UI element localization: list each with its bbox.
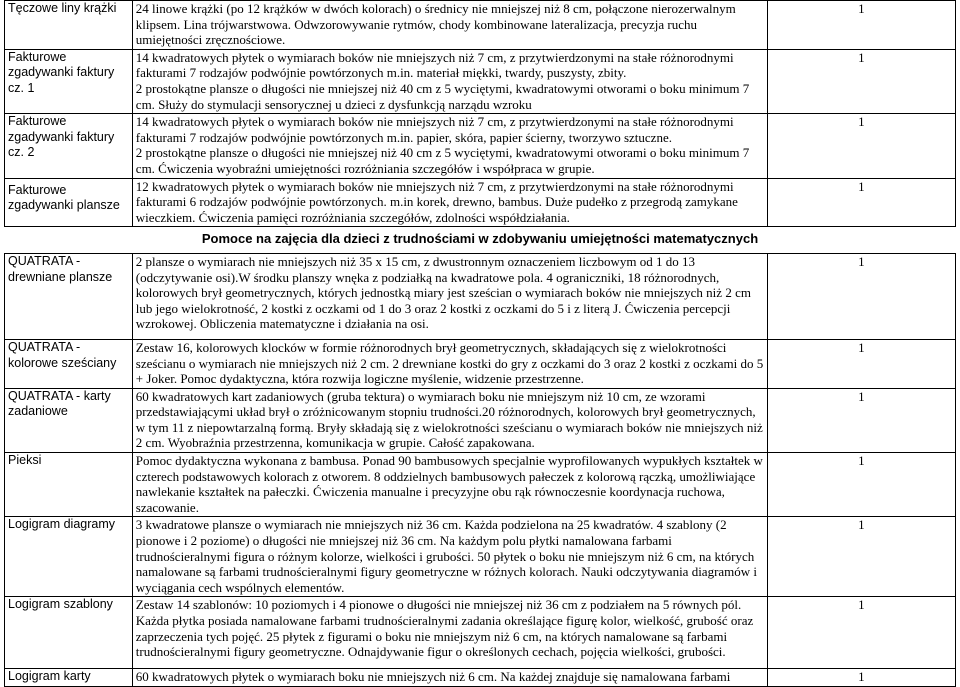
item-name: Fakturowe zgadywanki faktury cz. 1: [5, 49, 133, 113]
item-description: 60 kwadratowych płytek o wymiarach boku nie mniejszych niż 6 cm. Na każdej znajduje się namalowana farbami: [132, 669, 767, 687]
item-name: Fakturowe zgadywanki plansze: [5, 178, 133, 227]
item-quantity: 1: [767, 339, 955, 388]
item-name: Tęczowe liny krążki: [5, 1, 133, 50]
item-description: 2 plansze o wymiarach nie mniejszych niż 35 x 15 cm, z dwustronnym oznaczeniem liczbowym od 1 do 13 (odczytywanie osi).W środku planszy wnęka z podziałką na kwadratowe pola. 4 ograniczniki, 18 różnorodnych, kolorowych brył geometrycznych, których jednostką miary jest sześcian o wymiarach boków nie mniejszych niż 2 cm lub jego wielokrotność, 2 kostki z oczkami od 1 do 3 oraz 2 kostki z oczkami do 5 i z literą J. Ćwiczenia percepcji wzrokowej. Obliczenia matematyczne i działania na osi.: [132, 253, 767, 339]
item-description: Zestaw 14 szablonów: 10 poziomych i 4 pionowe o długości nie mniejszej niż 36 cm z podziałem na 5 równych pól. Każda płytka posiada namalowane farbami trudnościeralnymi zadania określające figurę kolor, wielkość, grubość oraz zaprzeczenia tych pojęć. 25 płytek z figurami o boku nie mniejszym niż 6 cm, na których namalowane są farbami trudnościeralnymi figury geometryczne. Odnajdywanie figur o określonych cechach, pojęcia wielkości, grubości.: [132, 597, 767, 669]
item-description: 3 kwadratowe plansze o wymiarach nie mniejszych niż 36 cm. Każda podzielona na 25 kwadratów. 4 szablony (2 pionowe i 2 poziome) o długości nie mniejszej niż 36 cm. Na każdym polu płytki namalowana farbami trudnościeralnymi figura o różnym kolorze, wielkości i grubości. 50 płytek o boku nie mniejszym niż 6 cm, na których namalowane są farbami trudnościeralnymi figury geometryczne w różnych kolorach. Nauki odczytywania diagramów i wyciągania cech wspólnych elementów.: [132, 517, 767, 597]
item-description: 60 kwadratowych kart zadaniowych (gruba tektura) o wymiarach boku nie mniejszym niż 10 cm, ze wzorami przedstawiającymi układ brył o zróżnicowanym stopniu trudności.20 różnorodnych, kolorowych brył geometrycznych, w tym 11 z niepowtarzalną formą. Bryły składają się z wielokrotności sześcianu o wymiarach boków nie mniejszych niż 2 cm. Wyobraźnia przestrzenna, komunikacja w grupie. Całość zapakowana.: [132, 388, 767, 452]
table-row: [5, 388, 956, 452]
table-row: [5, 114, 956, 178]
item-quantity: 1: [767, 388, 955, 452]
item-name: QUATRATA - kolorowe sześciany: [5, 339, 133, 388]
item-name: Pieksi: [5, 453, 133, 517]
section-header-row: [5, 227, 956, 254]
item-name: Logigram szablony: [5, 597, 133, 669]
item-description: 24 linowe krążki (po 12 krążków w dwóch kolorach) o średnicy nie mniejszej niż 8 cm, połączone nierozerwalnym klipsem. Lina trójwarstwowa. Odwzorowywanie rytmów, chody kombinowane lateralizacja, precyzja ruchu umiejętności zręcznościowe.: [132, 1, 767, 50]
item-description: 14 kwadratowych płytek o wymiarach boków nie mniejszych niż 7 cm, z przytwierdzonymi na stałe różnorodnymi fakturami 7 rodzajów podwójnie powtórzonych m.in. materiał miękki, twardy, puszysty, zbity. 2 prostokątne plansze o długości nie mniejszej niż 40 cm z 5 wyciętymi, kwadratowymi otworami o boku minimum 7 cm. Służy do stymulacji sensorycznej u dzieci z dysfunkcją narządu wzroku: [132, 49, 767, 113]
item-quantity: 1: [767, 178, 955, 227]
item-name: Fakturowe zgadywanki faktury cz. 2: [5, 114, 133, 178]
table-row: [5, 453, 956, 517]
item-quantity: 1: [767, 1, 955, 50]
table-row: [5, 253, 956, 339]
item-name: Logigram diagramy: [5, 517, 133, 597]
item-name: QUATRATA - karty zadaniowe: [5, 388, 133, 452]
table-row: [5, 49, 956, 113]
item-quantity: 1: [767, 597, 955, 669]
table-row: [5, 339, 956, 388]
section-header: Pomoce na zajęcia dla dzieci z trudnościami w zdobywaniu umiejętności matematycznych: [5, 227, 956, 254]
item-quantity: 1: [767, 517, 955, 597]
item-quantity: 1: [767, 453, 955, 517]
item-name: QUATRATA - drewniane plansze: [5, 253, 133, 339]
item-description: Pomoc dydaktyczna wykonana z bambusa. Ponad 90 bambusowych specjalnie wyprofilowanych wypukłych kształtek w czterech podstawowych kolorach z otworem. 8 oddzielnych bambusowych pałeczek z kolorową rączką, umożliwiające nawlekanie kształtek na pałeczki. Ćwiczenia manualne i precyzyjne obu rąk równoczesnie koordynacja ruchowa, szacowanie.: [132, 453, 767, 517]
item-quantity: 1: [767, 49, 955, 113]
item-quantity: 1: [767, 253, 955, 339]
item-name: Logigram karty: [5, 669, 133, 687]
table-row: [5, 178, 956, 227]
item-description: Zestaw 16, kolorowych klocków w formie różnorodnych brył geometrycznych, składających się z wielokrotności sześcianu o wymiarach nie mniejszych niż 2 cm. 2 drewniane kostki do gry z oczkami do 3 oraz 2 kostki z oczkami do 5 + Joker. Pomoc dydaktyczna, która rozwija logiczne myślenie, widzenie przestrzenne.: [132, 339, 767, 388]
table-row: [5, 597, 956, 669]
item-description: 12 kwadratowych płytek o wymiarach boków nie mniejszych niż 7 cm, z przytwierdzonymi na stałe różnorodnymi fakturami 6 rodzajów podwójnie powtórzonych. m.in korek, drewno, bambus. Duże pudełko z przegrodą zamykane wieczkiem. Ćwiczenia pamięci rozróżniania szczegółów, zdolności współdziałania.: [132, 178, 767, 227]
item-quantity: 1: [767, 114, 955, 178]
table-row: [5, 517, 956, 597]
table-row: [5, 1, 956, 50]
table-row: [5, 669, 956, 687]
item-description: 14 kwadratowych płytek o wymiarach boków nie mniejszych niż 7 cm, z przytwierdzonymi na stałe różnorodnymi fakturami 7 rodzajów podwójnie powtórzonych m.in. papier, skóra, papier ścierny, tworzywo sztuczne. 2 prostokątne plansze o długości nie mniejszej niż 40 cm z 5 wyciętymi, kwadratowymi otworami o boku minimum 7 cm. Ćwiczenia wyobraźni umiejętności rozróżniania szczegółów i współpraca w grupie.: [132, 114, 767, 178]
item-quantity: 1: [767, 669, 955, 687]
equipment-table: [4, 0, 956, 687]
